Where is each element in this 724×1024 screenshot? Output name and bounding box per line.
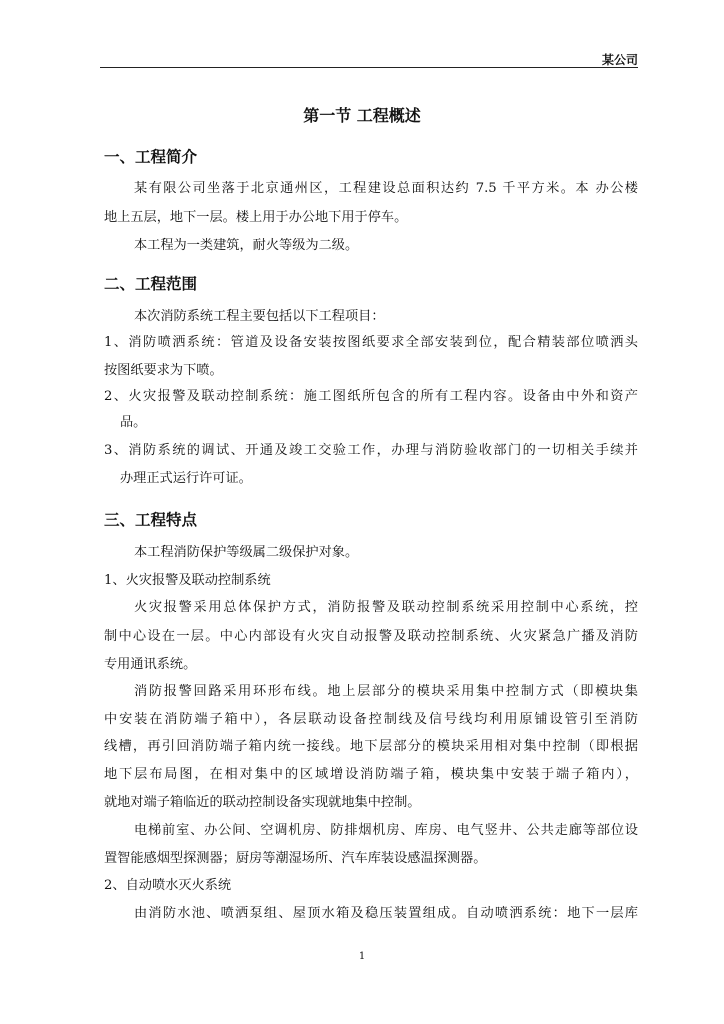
list-item-line: 2、火灾报警及联动控制系统：施工图纸所包含的所有工程内容。设备由中外和资产: [104, 389, 638, 404]
subheading-line: 1、火灾报警及联动控制系统: [104, 573, 271, 588]
paragraph-line: 置智能感烟型探测器；厨房等潮湿场所、汽车库装设感温探测器。: [104, 851, 487, 866]
paragraph-line: 某有限公司坐落于北京通州区，工程建设总面积达约 7.5 千平方米。本 办公楼: [134, 181, 638, 196]
paragraph-line: 本次消防系统工程主要包括以下工程项目：: [134, 309, 385, 324]
section-heading-features: 三、工程特点: [104, 511, 198, 529]
paragraph-line: 专用通讯系统。: [104, 657, 197, 672]
paragraph-line: 由消防水池、喷洒泵组、屋顶水箱及稳压装置组成。自动喷洒系统：地下一层库: [134, 906, 638, 921]
subheading-line: 2、自动喷水灭火系统: [104, 878, 232, 893]
paragraph-line: 电梯前室、办公间、空调机房、防排烟机房、库房、电气竖井、公共走廊等部位设: [134, 823, 638, 838]
list-item-line: 3、消防系统的调试、开通及竣工交验工作，办理与消防验收部门的一切相关手续并: [104, 443, 638, 458]
paragraph-line: 火灾报警采用总体保护方式，消防报警及联动控制系统采用控制中心系统，控: [134, 600, 638, 615]
paragraph-line: 中安装在消防端子箱中），各层联动设备控制线及信号线均利用原铺设管引至消防: [104, 712, 638, 727]
paragraph-line: 就地对端子箱临近的联动控制设备实现就地集中控制。: [104, 795, 421, 810]
paragraph-line: 本工程为一类建筑，耐火等级为二级。: [134, 238, 359, 253]
section-heading-overview: 一、工程简介: [104, 148, 198, 166]
page-number: 1: [358, 951, 366, 962]
header-company-name: 某公司: [601, 53, 638, 67]
paragraph-line: 制中心设在一层。中心内部设有火灾自动报警及联动控制系统、火灾紧急广播及消防: [104, 629, 638, 644]
section-heading-scope: 二、工程范围: [104, 275, 198, 293]
paragraph-line: 消防报警回路采用环形布线。地上层部分的模块采用集中控制方式（即模块集: [134, 684, 638, 699]
list-item-line: 1、消防喷洒系统：管道及设备安装按图纸要求全部安装到位，配合精装部位喷洒头: [104, 335, 638, 350]
list-item-line: 办理正式运行许可证。: [120, 471, 252, 486]
list-item-line: 品。: [120, 415, 147, 430]
paragraph-line: 本工程消防保护等级属二级保护对象。: [134, 545, 359, 560]
page-title: 第一节 工程概述: [303, 106, 421, 125]
header-rule: [100, 67, 638, 68]
paragraph-line: 线槽，再引回消防端子箱内统一接线。地下层部分的模块采用相对集中控制（即根据: [104, 739, 638, 754]
paragraph-line: 地上五层，地下一层。楼上用于办公地下用于停车。: [104, 210, 408, 225]
paragraph-line: 地下层布局图，在相对集中的区域增设消防端子箱，模块集中安装于端子箱内），: [104, 767, 638, 782]
list-item-line: 按图纸要求为下喷。: [104, 363, 223, 378]
